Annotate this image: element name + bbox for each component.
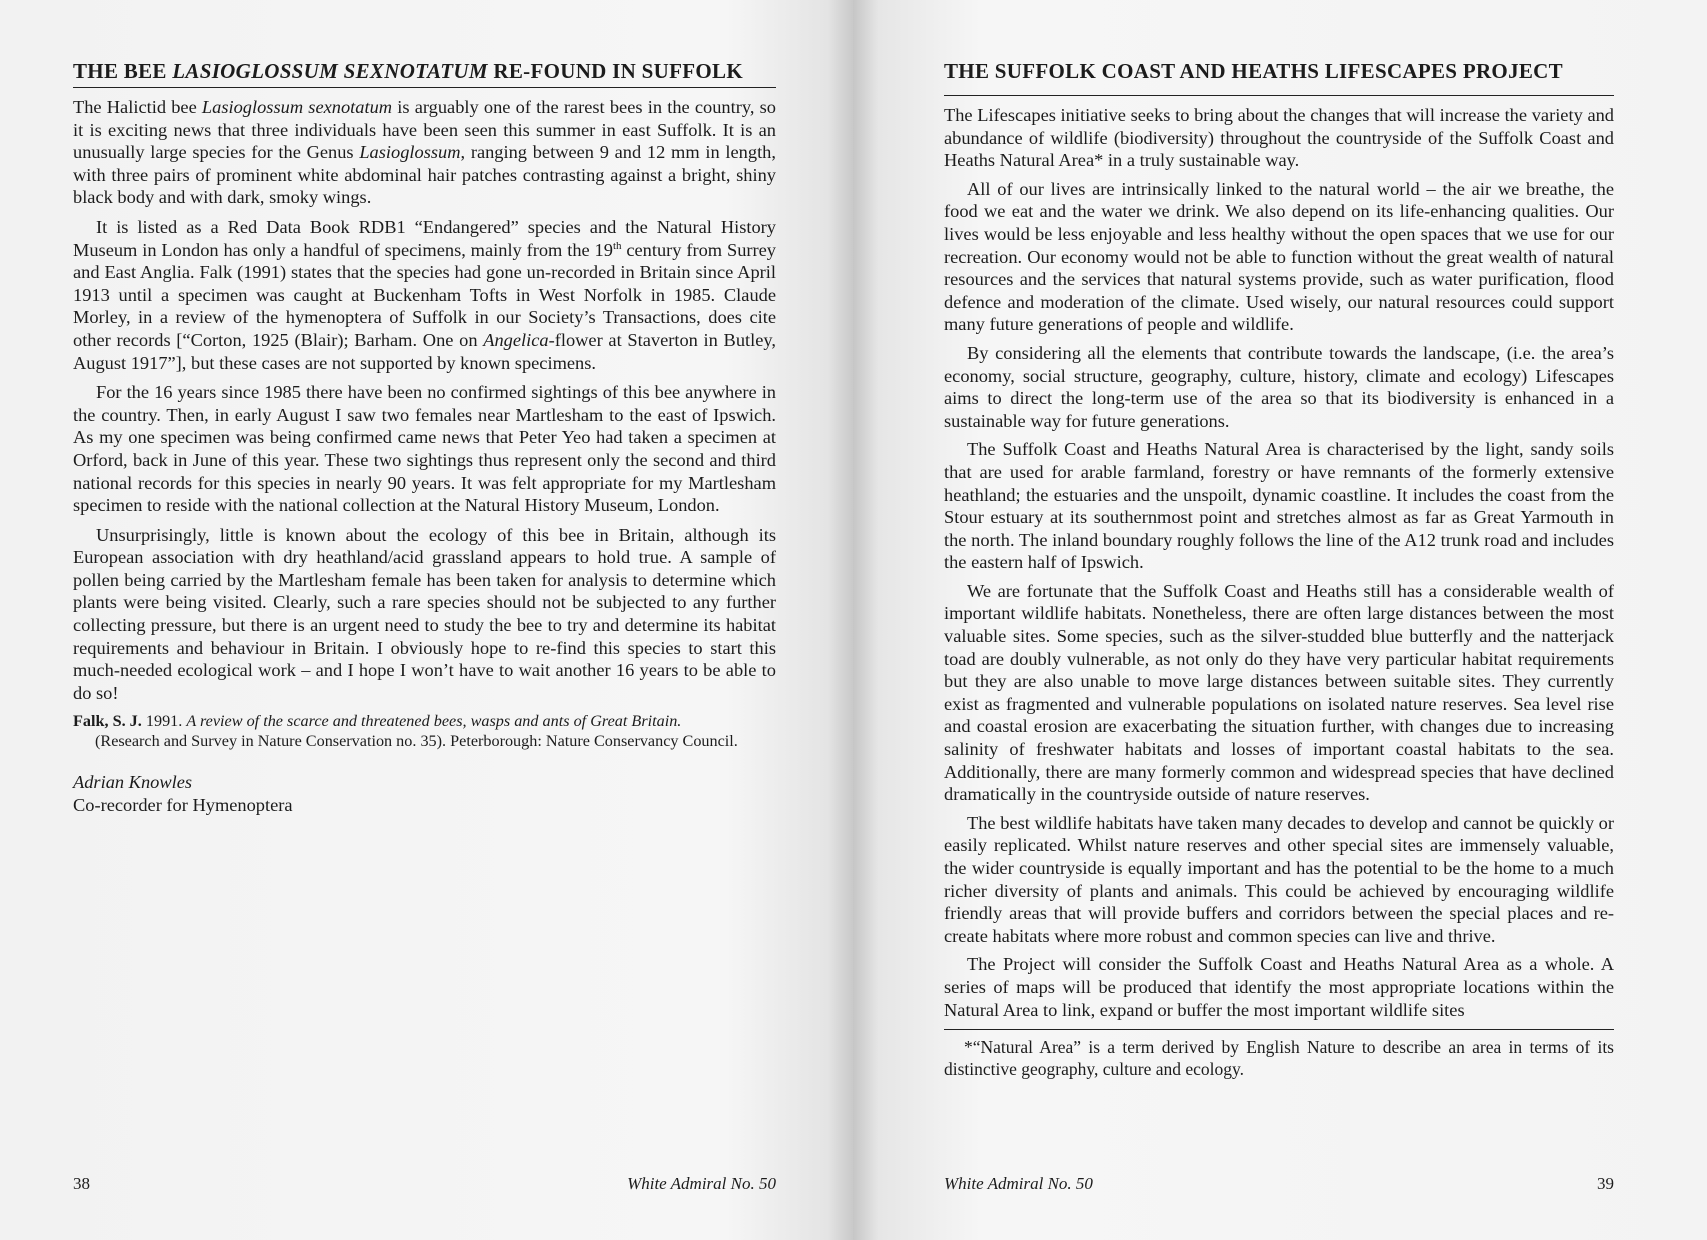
article-title-bee	[73, 60, 776, 88]
species-name: Lasioglossum sexnotatum	[201, 97, 393, 117]
footnote-divider	[944, 1029, 1614, 1030]
title-text: THE BEE	[73, 59, 173, 83]
reference-title: A review of the scarce and threatened bees, wasps and ants of Great Britain.	[186, 712, 682, 731]
paragraph: The Suffolk Coast and Heaths Natural Area is characterised by the light, sandy soils that are used for arable farmland, forestry or have remnants of the formerly extensive heathland; the estuaries and the unspoilt, dynamic coastline. It includes the coast from the Stour estuary at its southernmost point and stretches almost as far as Great Yarmouth in the north. The inland boundary roughly follows the line of the A12 trunk road and includes the eastern half of Ipswich.	[944, 439, 1614, 573]
author-signature	[73, 771, 776, 817]
running-footer: White Admiral No. 50	[627, 1174, 776, 1193]
reference-year: 1991.	[141, 712, 187, 731]
genus-name: Lasioglossum	[359, 142, 461, 163]
superscript: th	[612, 239, 622, 252]
running-footer: White Admiral No. 50	[944, 1174, 1093, 1193]
page-number: 39	[1597, 1174, 1614, 1193]
reference-author: Falk, S. J.	[73, 712, 142, 731]
text: It is listed as a Red Data Book RDB1 “Endangered” species and the Natural History Museum in London has only a handful of specimens, mainly from the 19	[73, 216, 776, 260]
text: century from Surrey and East Anglia. Falk (1991) states that the species had gone un-recorded in Britain since April 1913 until a specimen was caught at Buckenham Tofts in West Norfolk in 1985. Claude Morley, in a review of the hymenoptera of Suffolk in our Society’s Transactions, does cite other records [“Corton, 1925 (Blair); Barham. One on	[73, 239, 776, 350]
paragraph: The Project will consider the Suffolk Coast and Heaths Natural Area as a whole. A series of maps will be produced that identify the most appropriate locations within the Natural Area to link, expand or buffer the most important wildlife sites	[944, 954, 1614, 1020]
text: The Halictid bee	[73, 97, 202, 117]
paragraph	[73, 96, 776, 209]
left-page	[0, 0, 853, 1240]
title-species: LASIOGLOSSUM SEXNOTATUM	[172, 59, 488, 83]
reference	[73, 711, 776, 751]
paragraph	[73, 216, 776, 374]
text: , ranging between 9 and 12 mm in length, with three pairs of prominent white abdominal hair patches contrasting against a bright, shiny black body and with dark, smoky wings.	[73, 142, 776, 208]
text: is arguably one of the rarest bees in the country, so it is exciting news that three individuals have been seen this summer in east Suffolk. It is an unusually large species for the Genus	[73, 97, 776, 163]
paragraph: The Lifescapes initiative seeks to bring about the changes that will increase the variety and abundance of wildlife (biodiversity) throughout the countryside of the Suffolk Coast and Heaths Natural Area* in a truly sustainable way.	[944, 105, 1614, 171]
author-role: Co-recorder for Hymenoptera	[73, 795, 293, 816]
paragraph: The best wildlife habitats have taken many decades to develop and cannot be quickly or easily replicated. Whilst nature reserves and other special sites are immensely valuable, the wider countryside is equally important and has the potential to be the home to a much richer diversity of plants and animals. This could be achieved by encouraging wildlife friendly areas that will provide buffers and corridors between the special places and re-create habitats where more robust and common species can live and thrive.	[944, 812, 1614, 946]
paragraph: We are fortunate that the Suffolk Coast and Heaths still has a considerable wealth of important wildlife habitats. Nonetheless, there are often large distances between the most valuable sites. Some species, such as the silver-studded blue butterfly and the natterjack toad are doubly vulnerable, as not only do they have very particular habitat requirements but they are also unable to move large distances between suitable sites. They currently exist as fragmented and vulnerable populations on isolated nature reserves. Sea level rise and coastal erosion are exacerbating the situation further, with changes due to increasing salinity of freshwater habitats and losses of important coastal habitats to the sea. Additionally, there are many formerly common and widespread species that have declined dramatically in the countryside outside of nature reserves.	[944, 580, 1614, 805]
text: -flower at Staverton in Butley, August 1917”], but these cases are not supported by known specimens.	[73, 329, 777, 373]
paragraph: Unsurprisingly, little is known about the ecology of this bee in Britain, although its European association with dry heathland/acid grassland appears to hold true. A sample of pollen being carried by the Martlesham female has been taken for analysis to determine which plants were being visited. Clearly, such a rare species should not be subjected to any further collecting pressure, but there is an urgent need to study the bee to try and determine its habitat requirements and behaviour in Britain. I obviously hope to re-find this species to start this much-needed ecological work – and I hope I won’t have to wait another 16 years to be able to do so!	[73, 524, 776, 703]
article-title-lifescapes: THE SUFFOLK COAST AND HEATHS LIFESCAPES PROJECT	[944, 60, 1614, 96]
title-text-end: RE-FOUND IN SUFFOLK	[487, 59, 743, 83]
paragraph: All of our lives are intrinsically linked to the natural world – the air we breathe, the food we eat and the water we drink. We also depend on its life-enhancing qualities. Our lives would be less enjoyable and less healthy without the open spaces that we use for our recreation. Our economy would not be able to function without the great wealth of natural resources and the services that natural systems provide, such as water purification, flood defence and moderation of the climate. Used wisely, our natural resources could support many future generations of people and wildlife.	[944, 178, 1614, 335]
reference-details: (Research and Survey in Nature Conservation no. 35). Peterborough: Nature Conservancy Council.	[95, 732, 738, 751]
author-name: Adrian Knowles	[73, 772, 193, 793]
paragraph: For the 16 years since 1985 there have been no confirmed sightings of this bee anywhere in the country. Then, in early August I saw two females near Martlesham to the east of Ipswich. As my one specimen was being confirmed came news that Peter Yeo had taken a specimen at Orford, back in June of this year. These two sightings thus represent only the second and third national records for this species in nearly 90 years. It was felt appropriate for my Martlesham specimen to reside with the national collection at the Natural History Museum, London.	[73, 382, 776, 516]
footnote: *“Natural Area” is a term derived by English Nature to describe an area in terms of its distinctive geography, culture and ecology.	[944, 1037, 1614, 1080]
right-page	[853, 0, 1707, 1240]
plant-name: Angelica	[483, 329, 549, 350]
paragraph: By considering all the elements that contribute towards the landscape, (i.e. the area’s economy, social structure, geography, culture, history, climate and ecology) Lifescapes aims to direct the long-term use of the area so that its biodiversity is enhanced in a sustainable way for future generations.	[944, 342, 1614, 431]
page-number: 38	[73, 1174, 90, 1193]
